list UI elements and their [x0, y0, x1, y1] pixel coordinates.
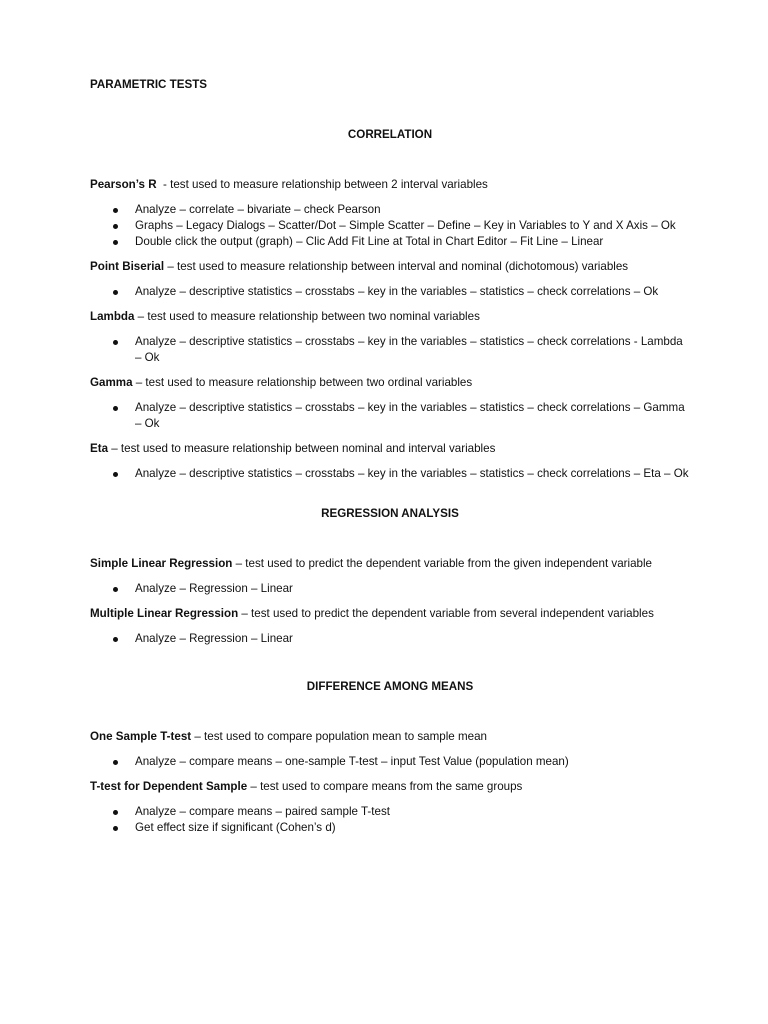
term-description: – test used to compare means from the same groups [247, 780, 523, 793]
step-list [90, 754, 690, 770]
step-list [90, 804, 690, 836]
term-description: – test used to predict the dependent variable from several independent variables [238, 607, 654, 620]
list-item: Analyze – compare means – one-sample T-test – input Test Value (population mean) [90, 754, 690, 770]
term-description: - test used to measure relationship between 2 interval variables [156, 178, 488, 191]
term-name: Lambda [90, 310, 135, 323]
bullet-icon [113, 340, 118, 345]
term-name: Eta [90, 442, 109, 455]
term-description: – test used to measure relationship between nominal and interval variables [108, 442, 496, 455]
step-list [90, 400, 690, 432]
term-gamma [90, 375, 690, 391]
step-list [90, 284, 690, 300]
list-item: Graphs – Legacy Dialogs – Scatter/Dot – Simple Scatter – Define – Key in Variables to Y and X Axis – Ok [90, 218, 690, 234]
term-t-test-dependent-sample [90, 779, 690, 795]
term-multiple-linear-regression [90, 606, 690, 622]
term-point-biserial [90, 259, 690, 275]
step-list [90, 631, 690, 647]
section-heading-correlation: CORRELATION [347, 128, 433, 141]
term-eta [90, 441, 690, 457]
term-name: Point Biserial [90, 260, 165, 273]
bullet-icon [113, 406, 118, 411]
list-item: Analyze – descriptive statistics – crosstabs – key in the variables – statistics – check correlations – Eta – Ok [90, 466, 690, 482]
document-title: PARAMETRIC TESTS [90, 78, 208, 91]
term-name: Simple Linear Regression [90, 557, 233, 570]
list-item: Analyze – compare means – paired sample T-test [90, 804, 690, 820]
bullet-icon [113, 637, 118, 642]
term-description: – test used to compare population mean to sample mean [191, 730, 487, 743]
term-name: T-test for Dependent Sample [90, 780, 248, 793]
term-description: – test used to measure relationship between two nominal variables [134, 310, 480, 323]
term-name: Multiple Linear Regression [90, 607, 239, 620]
bullet-icon [113, 224, 118, 229]
step-list [90, 202, 690, 250]
term-one-sample-t-test [90, 729, 690, 745]
bullet-icon [113, 760, 118, 765]
section-heading-difference-among-means: DIFFERENCE AMONG MEANS [306, 680, 474, 693]
term-name: Gamma [90, 376, 133, 389]
bullet-icon [113, 587, 118, 592]
document-body [90, 77, 690, 845]
step-list [90, 334, 690, 366]
list-item: Double click the output (graph) – Clic Add Fit Line at Total in Chart Editor – Fit Line – Linear [90, 234, 690, 250]
list-item: Analyze – Regression – Linear [90, 631, 690, 647]
term-description: – test used to predict the dependent variable from the given independent variable [232, 557, 652, 570]
list-item: Analyze – descriptive statistics – crosstabs – key in the variables – statistics – check correlations – Gamma – Ok [90, 400, 690, 432]
term-name: One Sample T-test [90, 730, 192, 743]
bullet-icon [113, 240, 118, 245]
section-heading-regression-analysis: REGRESSION ANALYSIS [321, 507, 459, 520]
term-simple-linear-regression [90, 556, 690, 572]
term-description: – test used to measure relationship between interval and nominal (dichotomous) variables [164, 260, 629, 273]
list-item: Analyze – descriptive statistics – crosstabs – key in the variables – statistics – check correlations – Ok [90, 284, 690, 300]
bullet-icon [113, 826, 118, 831]
step-list [90, 581, 690, 597]
bullet-icon [113, 290, 118, 295]
step-list [90, 466, 690, 482]
list-item: Analyze – correlate – bivariate – check Pearson [90, 202, 690, 218]
term-pearsons-r [90, 177, 690, 193]
list-item: Analyze – Regression – Linear [90, 581, 690, 597]
list-item: Get effect size if significant (Cohen’s d) [90, 820, 690, 836]
bullet-icon [113, 810, 118, 815]
term-lambda [90, 309, 690, 325]
term-name: Pearson’s R [90, 178, 157, 191]
bullet-icon [113, 208, 118, 213]
term-description: – test used to measure relationship between two ordinal variables [132, 376, 473, 389]
list-item: Analyze – descriptive statistics – crosstabs – key in the variables – statistics – check correlations - Lambda – Ok [90, 334, 690, 366]
bullet-icon [113, 472, 118, 477]
